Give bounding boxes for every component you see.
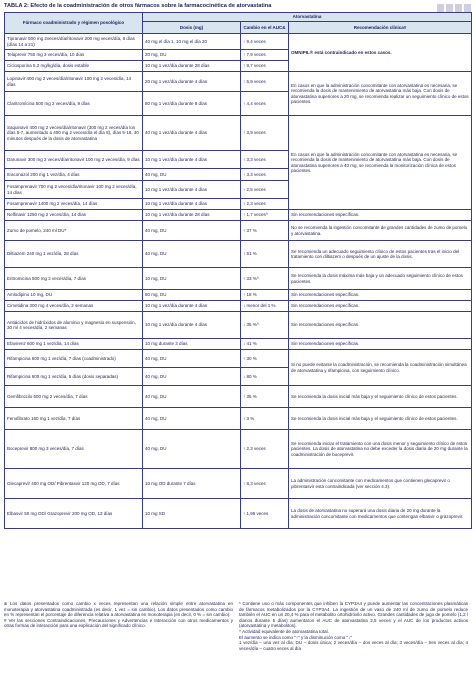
drug-cell: Fosamprenavir 700 mg 2 veces/día/ritonavir 100 mg 2 veces/día, 14 días (5, 181, 143, 199)
drug-cell: Itraconazol 200 mg 1 vez/día, 4 días (5, 169, 143, 181)
dose-cell: 40 mg, DU (143, 368, 241, 386)
auc-change-cell: ↑ 33 %^ (241, 268, 289, 290)
auc-change-cell: ↓ 41 % (241, 339, 289, 350)
header-drug: Fármaco coadministrado y régimen posológico (5, 13, 143, 34)
dose-cell: 10 mg 1 vez/día durante 4 días (143, 151, 241, 169)
dose-cell: 40 mg, DU (143, 408, 241, 430)
dose-cell: 10 mg durante 3 días (143, 339, 241, 350)
drug-cell: Amlodipino 10 mg, DU (5, 290, 143, 301)
auc-change-cell: ↑ 2,3 veces (241, 199, 289, 210)
recommendation-cell: Si no puede evitarse la coadministración, se recomienda la coadministración simultánea de atorvastatina y rifampicina, con seguimiento clínico. (289, 350, 472, 386)
table-title: TABLA 2: Efecto de la coadministración de otros fármacos sobre la farmacocinética de atorvastatina (4, 3, 272, 9)
table-row (5, 210, 472, 221)
auc-change-cell: ↑ 2,5 veces (241, 181, 289, 199)
drug-cell: Cimetidina 300 mg 4 veces/día, 2 semanas (5, 301, 143, 312)
drug-cell: Tipranavir 500 mg 2veces/día/ritonavir 200 mg veces/día, 8 días (días 14 a 21) (5, 34, 143, 50)
drug-cell: Fenofibrato 160 mg 1 vez/día, 7 días (5, 408, 143, 430)
drug-cell: Darunavir 300 mg 2 veces/día/ritonavir 100 mg 2 veces/día, 9 días (5, 151, 143, 169)
footnote: # Ver las secciones Contraindicaciones, Precauciones y Advertencias e Interacción con otros medicamentos y otras formas de interacción para una explicación del significado clínico. (4, 617, 233, 629)
table-row (5, 116, 472, 151)
auc-change-cell: ↑ 3,3 veces (241, 169, 289, 181)
auc-change-cell: ↑ 5,9 veces (241, 72, 289, 92)
drug-cell: Diltiazem 240 mg 1 vez/día, 28 días (5, 241, 143, 268)
recommendation-cell: La administración concomitante con medicamentos que contienen glecaprevir o pibrentasvir está contraindicada (ver sección 4.3). (289, 469, 472, 499)
table-row (5, 312, 472, 339)
drug-cell: Gemfibrozilo 600 mg 2 veces/día, 7 días (5, 386, 143, 408)
header-atorvastatin: Atorvastatina (143, 13, 472, 22)
dose-cell: 80 mg 1 vez/día durante 8 días (143, 92, 241, 116)
drug-cell: Rifampicina 600 mg 1 vez/día, 5 días (dosis separadas) (5, 368, 143, 386)
dose-cell: 20 mg, DU (143, 50, 241, 61)
auc-change-cell: ↓ 35 %^ (241, 312, 289, 339)
table-row (5, 430, 472, 469)
auc-change-cell: ↑ 1,95 veces (241, 499, 289, 529)
drug-cell: Rifampicina 600 mg 1 vez/día, 7 días (coadministrado) (5, 350, 143, 368)
auc-change-cell: ↑ 7,9 veces (241, 50, 289, 61)
dose-cell: 40 mg el día 1, 10 mg el día 20 (143, 34, 241, 50)
auc-change-cell: ↑ 9,4 veces (241, 34, 289, 50)
table-row (5, 339, 472, 350)
dose-cell: 10 mg OD durante 7 días (143, 469, 241, 499)
table-row (5, 408, 472, 430)
drug-cell: Eritromicina 500 mg 2 veces/día, 7 días (5, 268, 143, 290)
table-row (5, 499, 472, 529)
dose-cell: 40 mg, DU (143, 169, 241, 181)
header-recommendation: Recomendación clínica# (289, 22, 472, 34)
recommendation-cell: En casos en que la administración concomitante con atorvastatina es necesaria, se recomienda la dosis de mantenimiento de atorvastatina más baja. Con dosis de atorvastatina superiores a 20 mg, se recomienda realizar un seguimiento clínico de estos pacientes. (289, 72, 472, 116)
drug-cell: Ciclosporina 5,2 mg/kg/día, dosis estable (5, 61, 143, 72)
table-row (5, 301, 472, 312)
dose-cell: 80 mg, DU (143, 290, 241, 301)
drug-cell: Antiácidos de hidróxidos de aluminio y magnesio en suspensión, 30 ml 4 veces/día, 2 semanas (5, 312, 143, 339)
auc-change-cell: ↑ 8,3 veces (241, 469, 289, 499)
recommendation-cell (289, 34, 472, 72)
dose-cell: 10 mg 1 vez/día durante 4 días (143, 181, 241, 199)
dose-cell: 10 mg 1 vez/día durante 4 días (143, 312, 241, 339)
auc-change-cell: ↑ 1,7 veces^ (241, 210, 289, 221)
recommendation-cell: La dosis de atorvastatina no superará una dosis diaria de 20 mg durante la administración concomitante con medicamentos que contengan elbasvir o grazoprevir. (289, 499, 472, 529)
dose-cell: 10 mg 1 vez/día durante 4 días (143, 199, 241, 210)
auc-change-cell: ↑ 35 % (241, 386, 289, 408)
drug-cell: Glecaprevir 400 mg OD/ Pibrentasvir 120 mg OD, 7 días (5, 469, 143, 499)
recommendation-cell: Se recomienda la dosis inicial más baja y el seguimiento clínico de estos pacientes. (289, 408, 472, 430)
recommendation-cell: No se recomienda la ingestión concomitante de grandes cantidades de zumo de pomelo y atorvastatina. (289, 221, 472, 241)
footnote: El aumento se indica como "↑" y la disminución como "↓" (239, 634, 352, 640)
auc-change-cell: ↑ 8,7 veces (241, 61, 289, 72)
dose-cell: 40 mg, DU (143, 241, 241, 268)
auc-change-cell: ↑ 37 % (241, 221, 289, 241)
recommendation-cell: Sin recomendaciones específicas. (289, 210, 472, 221)
table-row (5, 469, 472, 499)
dose-cell: 40 mg 1 vez/día durante 4 días (143, 116, 241, 151)
drug-cell: Nelfinavir 1250 mg 2 veces/día, 14 días (5, 210, 143, 221)
auc-change-cell: ↑ 3,9 veces (241, 116, 289, 151)
footnotes-left (4, 601, 233, 629)
dose-cell: 10 mg 1 vez/día durante 28 días (143, 61, 241, 72)
dose-cell: 10 mg 1 vez/día durante 28 días (143, 210, 241, 221)
table-row (5, 290, 472, 301)
table-row (5, 350, 472, 368)
header-dose: Dosis (mg) (143, 22, 241, 34)
footnote: & Los datos presentados como cambio x veces representan una relación simple entre atorvastatina en monoterapia y atorvastatina coadministrada (es decir, 1 vez = sin cambio). Los datos presentados como cambio en % representan el porcentaje de diferencia relativa a atorvastatina en monoterapia (es decir, 0 % = sin cambio). (4, 601, 233, 618)
recommendation-cell: Sin recomendaciones específicas. (289, 301, 472, 312)
table-row (5, 221, 472, 241)
dose-cell: 10 mg SD (143, 499, 241, 529)
drug-cell: Efavirenz 600 mg 1 vez/día, 14 días (5, 339, 143, 350)
recommendation-cell: En casos en que la administración concomitante con atorvastatina es necesaria, se recomienda la dosis de mantenimiento de atorvastatina más baja. Con dosis de atorvastatina superiores a 40 mg, se recomienda la monitorización clínica de estos pacientes. (289, 116, 472, 210)
drug-cell: Fosamprenavir 1400 mg 2 veces/día, 14 días (5, 199, 143, 210)
dose-cell: 20 mg 1 vez/día durante 4 días (143, 72, 241, 92)
interaction-table (4, 12, 472, 529)
auc-change-cell: ↑ 2,3 veces (241, 430, 289, 469)
drug-cell: Saquinavir 400 mg 2 veces/día/ritonavir (300 mg 2 veces/día los días 5-7, aumentado a 400 mg 2 veces/día el día 8), días 5-18, 30 minutos después de la dosis de atorvastatina (5, 116, 143, 151)
recommendation-cell: Se recomienda la dosis inicial más baja y el seguimiento clínico de estos pacientes. (289, 386, 472, 408)
auc-change-cell: ↓ 80 % (241, 368, 289, 386)
drug-cell: Elbasvir 50 mg OD/ Grazoprevir 200 mg OD, 13 días (5, 499, 143, 529)
footnotes-right (239, 601, 468, 651)
recommendation-cell: Sin recomendaciones específicas. (289, 312, 472, 339)
recommendation-cell: Sin recomendaciones específicas. (289, 339, 472, 350)
footnote: ^ Actividad equivalente de atorvastatina total. (239, 628, 329, 634)
recommendation-cell: Se recomienda iniciar el tratamiento con una dosis menor y seguimiento clínico de estos pacientes. La dosis de atorvastatina no debe exceder la dosis diaria de 20 mg durante la coadministración de boceprevir. (289, 430, 472, 469)
auc-change-cell: ↑ 51 % (241, 241, 289, 268)
drug-cell: Claritromicina 500 mg 2 veces/día, 9 días (5, 92, 143, 116)
table-row (5, 34, 472, 50)
auc-change-cell: ↑ 3,3 veces (241, 151, 289, 169)
dose-cell: 40 mg, DU (143, 430, 241, 469)
recommendation-text: OMNIPIL® está contraindicado en estos casos. (291, 49, 392, 55)
drug-cell: Telaprevir 750 mg 3 veces/día, 10 días (5, 50, 143, 61)
recommendation-cell: Se recomienda la dosis máxima más baja y un adecuado seguimiento clínico de estos pacientes. (289, 268, 472, 290)
drug-cell: Boceprevir 800 mg 3 veces/día, 7 días (5, 430, 143, 469)
header-auc-change: Cambio en el AUC& (241, 22, 289, 34)
dose-cell: 10 mg, DU (143, 268, 241, 290)
dose-cell: 40 mg, DU (143, 221, 241, 241)
auc-change-cell: ↑ 3 % (241, 408, 289, 430)
recommendation-cell: Sin recomendaciones específicas. (289, 290, 472, 301)
dose-cell: 40 mg, DU (143, 386, 241, 408)
table-row (5, 72, 472, 92)
drug-cell: Zumo de pomelo, 240 ml DU* (5, 221, 143, 241)
recommendation-cell: Se recomienda un adecuado seguimiento clínico de estos pacientes tras el inicio del tratamiento con diltiazem o después de un ajuste de la dosis. (289, 241, 472, 268)
footnote: 1 vez/día – una vez al día; DU – dosis única; 2 veces/día – dos veces al día; 3 veces/día – tres veces al día; 4 veces/día – cuatro veces al día (239, 640, 468, 651)
auc-change-cell: ↑ 18 % (241, 290, 289, 301)
corner-decoration (435, 0, 473, 12)
drug-cell: Lopinavir 400 mg 2 veces/día/ritonavir 100 mg 2 veces/día, 14 días (5, 72, 143, 92)
footnote: * Contiene uno o más componentes que inhiben la CYP3A4 y puede aumentar las concentraciones plasmáticas de fármacos metabolizados por la CYP3A4. La ingestión de un vaso de 240 ml de zumo de pomelo reduce también el AUC en un 20,4 % para el metabolito ortohidróxilo activo. Grandes cantidades de jugo de pomelo (1,2 l diarios durante 5 días) aumentaron el AUC de atorvastatina 2,5 veces y el AUC de los productos activos (atorvastatina y metabolitos). (239, 601, 468, 629)
auc-change-cell: ↑ 30 % (241, 350, 289, 368)
table-row (5, 268, 472, 290)
auc-change-cell: ↑ 4,4 veces (241, 92, 289, 116)
dose-cell: 40 mg, DU (143, 350, 241, 368)
table-row (5, 386, 472, 408)
auc-change-cell: ↓ menor del 1 % (241, 301, 289, 312)
dose-cell: 10 mg 1 vez/día durante 4 días (143, 301, 241, 312)
table-row (5, 241, 472, 268)
